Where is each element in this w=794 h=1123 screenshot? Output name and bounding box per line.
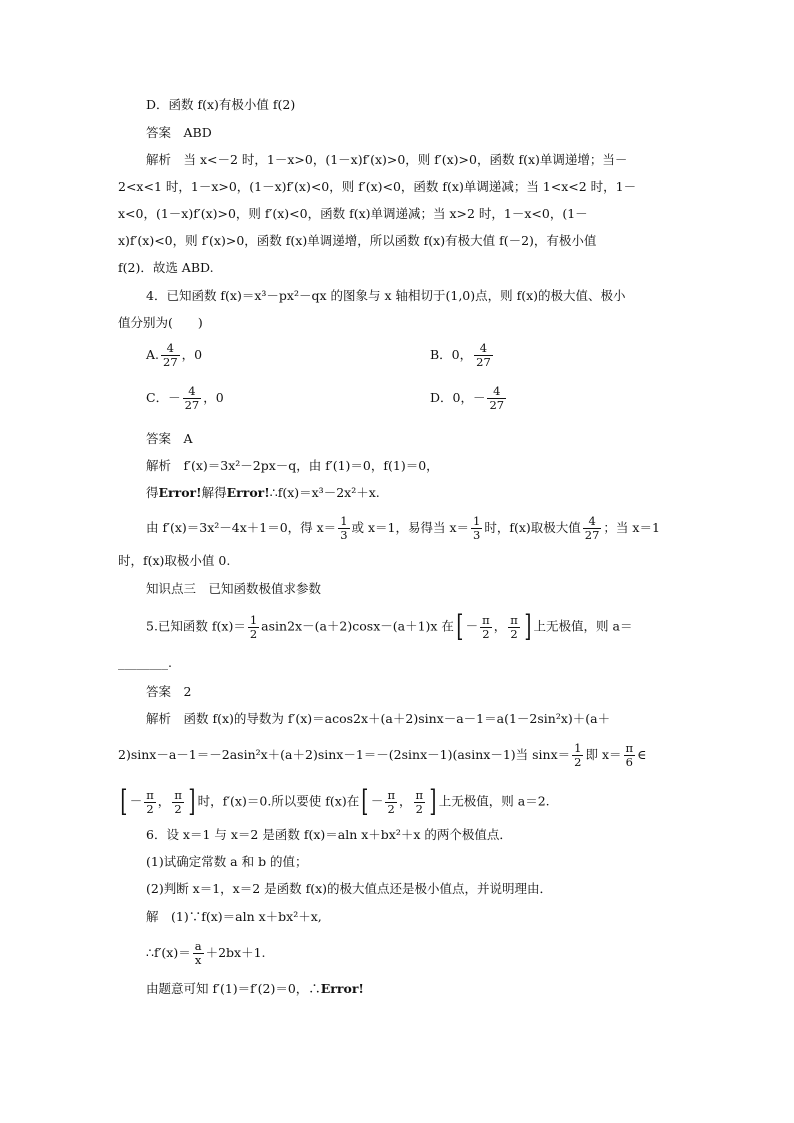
option-d: D．0，－ $\frac{4}{27}$	[430, 384, 505, 412]
section-heading: 知识点三 已知函数极值求参数	[146, 581, 322, 596]
solution-line: 2<x<1 时，1－x>0，(1－x)f′(x)<0，则 f′(x)<0，函数 f(x)单调递减；当 1<x<2 时，1－	[118, 179, 637, 194]
fraction: $\frac{4}{27}$	[184, 384, 200, 412]
option-d: D．函数 f(x)有极小值 f(2)	[146, 97, 296, 112]
solution-line: 由题意可知 f′(1)＝f′(2)＝0，∴Error!	[146, 981, 364, 996]
fraction: $\frac{4}{27}$	[163, 341, 178, 369]
option-a: A. $\frac{4}{27}$ ，0	[146, 341, 203, 369]
answer-label: 答案 A	[146, 431, 193, 446]
solution-line: 由 f′(x)＝3x²－4x＋1＝0，得 x＝ $\frac{1}{3}$ 或 x＝1，易得当 x＝ $\frac{1}{3}$ 时，f(x)取极大值 $\frac{4}{27}$ ；当 x＝1	[146, 514, 660, 542]
question-5: 5.已知函数 f(x)＝ $\frac{1}{2}$ asin2x－(a＋2)cosx－(a＋1)x 在[ － $\frac{\pi}{2}$ ， $\frac{\pi}{2}$ ] 上无极值，则 a＝	[146, 609, 633, 644]
solution-line: [ － $\frac{\pi}{2}$ ， $\frac{\pi}{2}$ ] 时，f′(x)＝0.所以要使 f(x)在[ － $\frac{\pi}{2}$ ， $\frac{\pi}{2}$ ] 上无极值，则 a＝2.	[120, 784, 550, 819]
solution-line: 解析 函数 f(x)的导数为 f′(x)＝acos2x＋(a＋2)sinx－a－1＝a(1－2sin²x)＋(a＋	[146, 711, 611, 726]
solution-line: 得Error!解得Error!∴f(x)＝x³－2x²＋x.	[146, 485, 380, 500]
option-b: B．0， $\frac{4}{27}$	[430, 341, 491, 369]
question-6: 6．设 x＝1 与 x＝2 是函数 f(x)＝aln x＋bx²＋x 的两个极值点．	[146, 827, 512, 842]
answer-label: 答案 ABD	[146, 125, 212, 140]
question-6-part: (1)试确定常数 a 和 b 的值；	[146, 854, 308, 869]
solution-line: 解 (1)∵f(x)＝aln x＋bx²＋x,	[146, 909, 322, 924]
solution-line: 解析 当 x<－2 时，1－x>0，(1－x)f′(x)>0，则 f′(x)>0，函数 f(x)单调递增；当－	[146, 152, 628, 167]
question-4-cont: 值分别为( )	[118, 315, 203, 330]
solution-line: x)f′(x)<0，则 f′(x)>0，函数 f(x)单调递增，所以函数 f(x)有极大值 f(－2)，有极小值	[118, 233, 597, 248]
fraction: $\frac{4}{27}$	[489, 384, 505, 412]
option-c: C．－ $\frac{4}{27}$ ，0	[146, 384, 224, 412]
question-6-part: (2)判断 x＝1，x＝2 是函数 f(x)的极大值点还是极小值点，并说明理由．	[146, 881, 553, 896]
answer-label: 答案 2	[146, 684, 192, 699]
solution-line: 2)sinx－a－1＝－2asin²x＋(a＋2)sinx－1＝－(2sinx－1)(asinx－1)当 sinx＝ $\frac{1}{2}$ 即 x＝ $\frac{\pi}{6}$ ∈	[118, 741, 647, 769]
solution-line: 解析 f′(x)＝3x²－2px－q，由 f′(1)＝0，f(1)＝0，	[146, 458, 439, 473]
solution-line: ∴f′(x)＝ $\frac{a}{x}$ ＋2bx＋1.	[146, 939, 266, 967]
answer-blank: ________.	[118, 655, 172, 670]
fraction: $\frac{4}{27}$	[476, 341, 491, 369]
solution-line: f(2)．故选 ABD.	[118, 260, 214, 275]
solution-line: 时，f(x)取极小值 0.	[118, 553, 231, 568]
solution-line: x<0，(1－x)f′(x)>0，则 f′(x)<0，函数 f(x)单调递减；当 x>2 时，1－x<0，(1－	[118, 206, 588, 221]
question-4: 4．已知函数 f(x)＝x³－px²－qx 的图象与 x 轴相切于(1,0)点，则 f(x)的极大值、极小	[146, 288, 626, 303]
